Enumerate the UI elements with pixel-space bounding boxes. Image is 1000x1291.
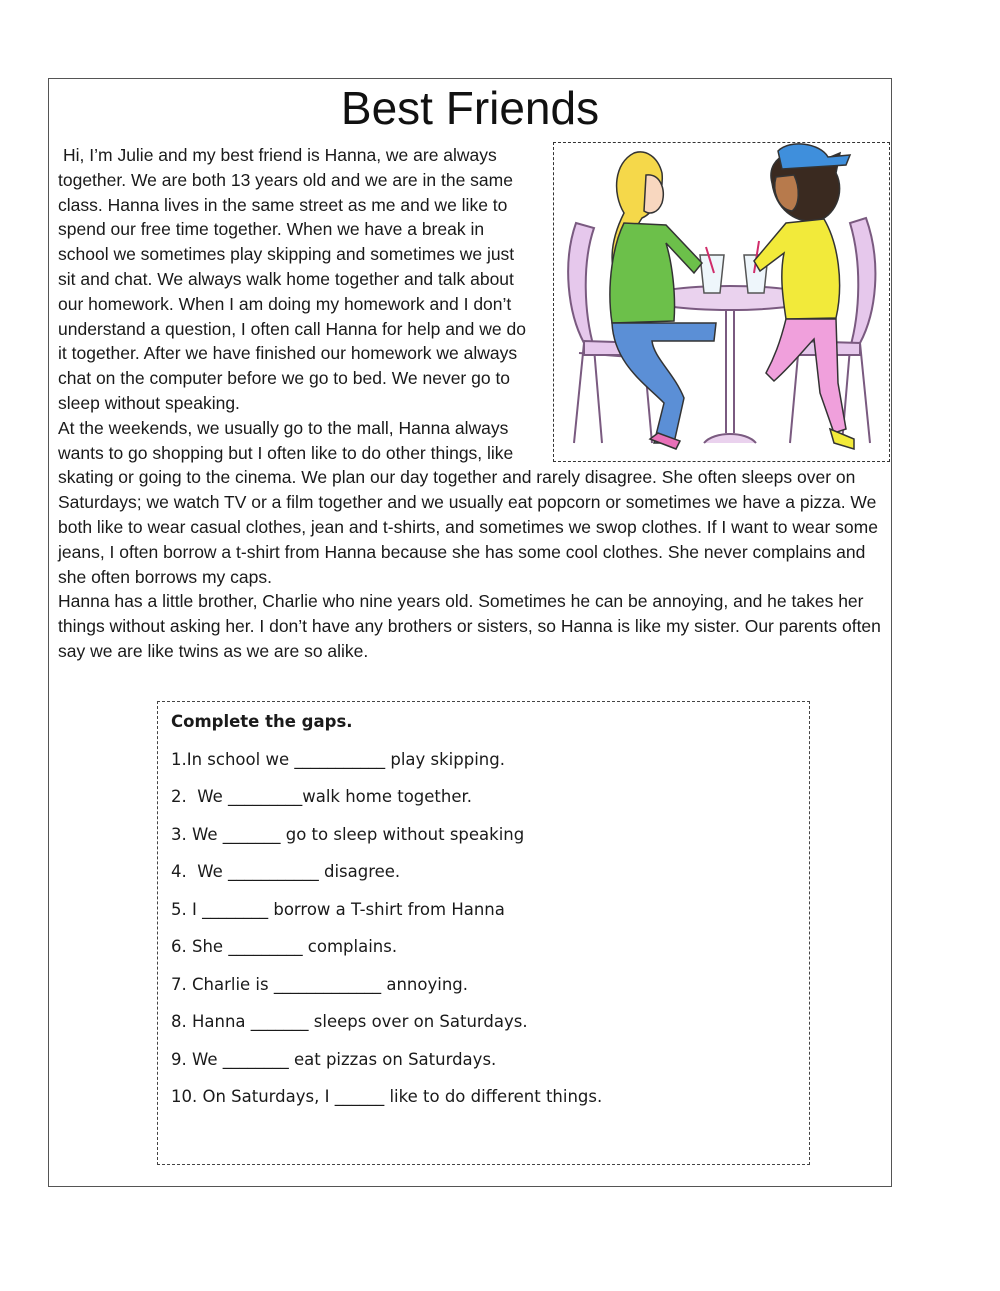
exercise-item: 8. Hanna _______ sleeps over on Saturdays. xyxy=(171,1012,528,1031)
exercise-heading: Complete the gaps. xyxy=(171,712,353,731)
exercise-item: 9. We ________ eat pizzas on Saturdays. xyxy=(171,1050,497,1069)
reading-passage xyxy=(58,143,888,664)
passage-paragraph-1: Hi, I’m Julie and my best friend is Hanna, we are always together. We are both 13 years old and we are in the same class. Hanna lives in the same street as me and we like to spend our free time together. When we have a break in school we sometimes play skipping and sometimes we just sit and chat. We always walk home together and talk about our homework. When I am doing my homework and I don’t understand a question, I often call Hanna for help and we do it together. After we have finished our homework we always chat on the computer before we go to bed. We never go to sleep without speaking. xyxy=(58,145,526,413)
exercise-item: 5. I ________ borrow a T-shirt from Hanna xyxy=(171,900,505,919)
passage-paragraph-2: At the weekends, we usually go to the mall, Hanna always wants to go shopping but I often like to do other things, like skating or going to the cinema. We plan our day together and rarely disagree. She often sleeps over on Saturdays; we watch TV or a film together and we usually eat popcorn or sometimes we have a pizza. We both like to wear casual clothes, jean and t-shirts, and sometimes we swop clothes. If I want to wear some jeans, I often borrow a t-shirt from Hanna because she has some cool clothes. She never complains and she often borrows my caps. xyxy=(58,417,878,587)
exercise-item: 10. On Saturdays, I ______ like to do different things. xyxy=(171,1087,603,1106)
page-title: Best Friends xyxy=(340,82,600,134)
exercise-item: 7. Charlie is _____________ annoying. xyxy=(171,975,468,994)
exercise-item: 4. We ___________ disagree. xyxy=(171,862,401,881)
exercise-item: 1.In school we ___________ play skipping. xyxy=(171,750,505,769)
gap-fill-exercise xyxy=(157,701,810,1165)
passage-paragraph-3: Hanna has a little brother, Charlie who nine years old. Sometimes he can be annoying, and he takes her things without asking her. I don’t have any brothers or sisters, so Hanna is like my sister. Our parents often say we are like twins as we are so alike. xyxy=(58,591,881,661)
exercise-item: 3. We _______ go to sleep without speaking xyxy=(171,825,525,844)
exercise-item: 6. She _________ complains. xyxy=(171,937,398,956)
exercise-item: 2. We _________walk home together. xyxy=(171,787,473,806)
